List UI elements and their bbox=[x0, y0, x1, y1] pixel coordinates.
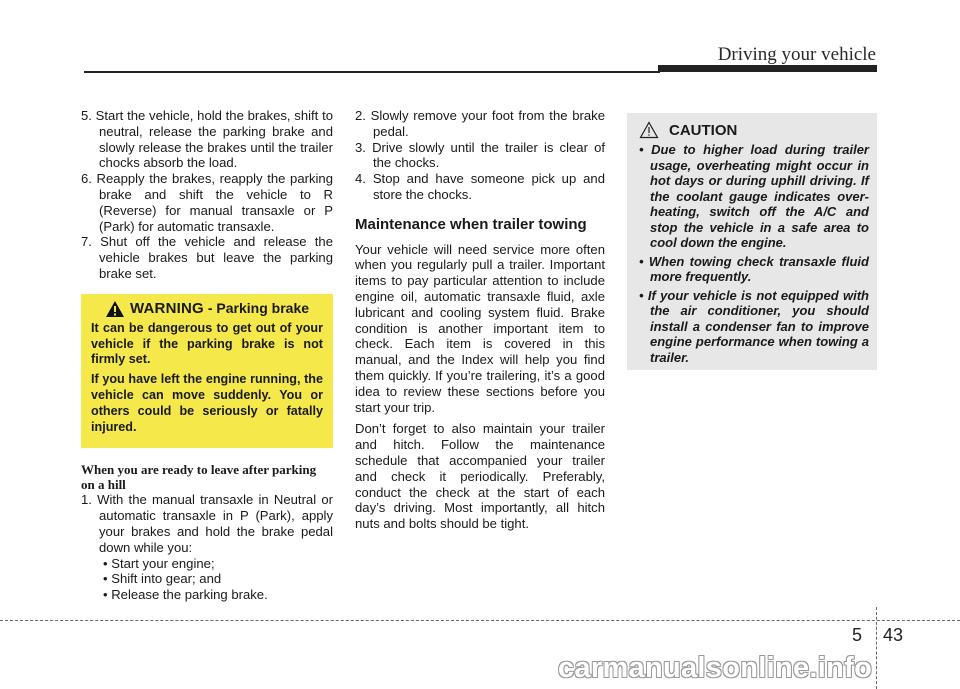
step-6: 6. Reapply the brakes, reapply the parking brake and shift the vehicle to R (Reverse) for manual transaxle or P (Park) for automatic transaxle. bbox=[81, 171, 333, 234]
hill-step-1: 1. With the manual transaxle in Neutral or automatic transaxle in P (Park), apply your brakes and hold the brake pedal down while you: bbox=[81, 492, 333, 555]
warning-triangle-icon bbox=[105, 300, 125, 318]
warning-paragraph: If you have left the engine running, the vehicle can move suddenly. You or others could be seriously or fatally injured. bbox=[91, 372, 323, 434]
bullet-item: • Shift into gear; and bbox=[103, 571, 222, 587]
caution-box bbox=[627, 113, 877, 370]
bullet-item: • Start your engine; bbox=[103, 555, 215, 571]
warning-paragraph: It can be dangerous to get out of your vehicle if the parking brake is not firmly set. bbox=[91, 320, 323, 367]
page-number: 43 bbox=[883, 625, 904, 645]
chapter-number: 5 bbox=[852, 625, 863, 645]
warning-title: WARNING bbox=[129, 299, 204, 317]
caution-item: • If your vehicle is not equipped with the air conditioner, you should install a condenser fan to improve engine performance when towing a trailer. bbox=[639, 287, 869, 365]
step-7: 7. Shut off the vehicle and release the vehicle brakes but leave the parking brake set. bbox=[81, 234, 333, 281]
caution-triangle-icon bbox=[639, 121, 659, 139]
warning-header bbox=[91, 300, 323, 318]
section-heading: Maintenance when trailer towing bbox=[355, 215, 587, 233]
caution-title: CAUTION bbox=[669, 121, 738, 139]
body-paragraph: Don’t forget to also maintain your trailer and hitch. Follow the maintenance schedule that accompanied your trailer and check it periodically. Preferably, conduct the check at the start of each day’s driving. Most importantly, all hitch nuts and bolts should be tight. bbox=[355, 421, 605, 532]
middle-column bbox=[355, 108, 605, 538]
body-paragraph: Your vehicle will need service more often when you regularly pull a trailer. Important items to pay particular attention to include engine oil, automatic transaxle fluid, axle lubricant and cooling system fluid. Brake condition is another important item to check. Each item is covered in this manual, and the Index will help you find them quickly. If you’re trailering, it’s a good idea to review these sections before you start your trip. bbox=[355, 241, 605, 415]
watermark: carmanualsonline.info bbox=[558, 652, 873, 684]
header-rule-accent bbox=[658, 65, 877, 72]
warning-box bbox=[81, 294, 333, 449]
footer-rule bbox=[0, 620, 960, 621]
header-rule bbox=[84, 71, 660, 73]
step-5: 5. Start the vehicle, hold the brakes, shift to neutral, release the parking brake and slowly release the brakes until the trailer chocks absorb the load. bbox=[81, 108, 333, 171]
caution-header bbox=[639, 121, 869, 139]
caution-item: • When towing check transaxle fluid more frequently. bbox=[639, 253, 869, 284]
hill-heading: When you are ready to leave after parking on a hill bbox=[81, 462, 317, 493]
page-header-title: Driving your vehicle bbox=[717, 44, 876, 65]
step-4: 4. Stop and have someone pick up and store the chocks. bbox=[355, 171, 605, 202]
caution-item: • Due to higher load during trailer usage, overheating might occur in hot days or during uphill driving. If the coolant gauge indicates over-heating, switch off the A/C and stop the vehicle in a safe area to cool down the engine. bbox=[639, 142, 869, 250]
footer-divider bbox=[876, 607, 877, 689]
bullet-item: • Release the parking brake. bbox=[103, 587, 268, 603]
step-3: 3. Drive slowly until the trailer is clear of the chocks. bbox=[355, 139, 605, 171]
step-2: 2. Slowly remove your foot from the brake pedal. bbox=[355, 108, 605, 139]
warning-subtitle: - Parking brake bbox=[207, 299, 310, 316]
left-column bbox=[81, 108, 333, 603]
